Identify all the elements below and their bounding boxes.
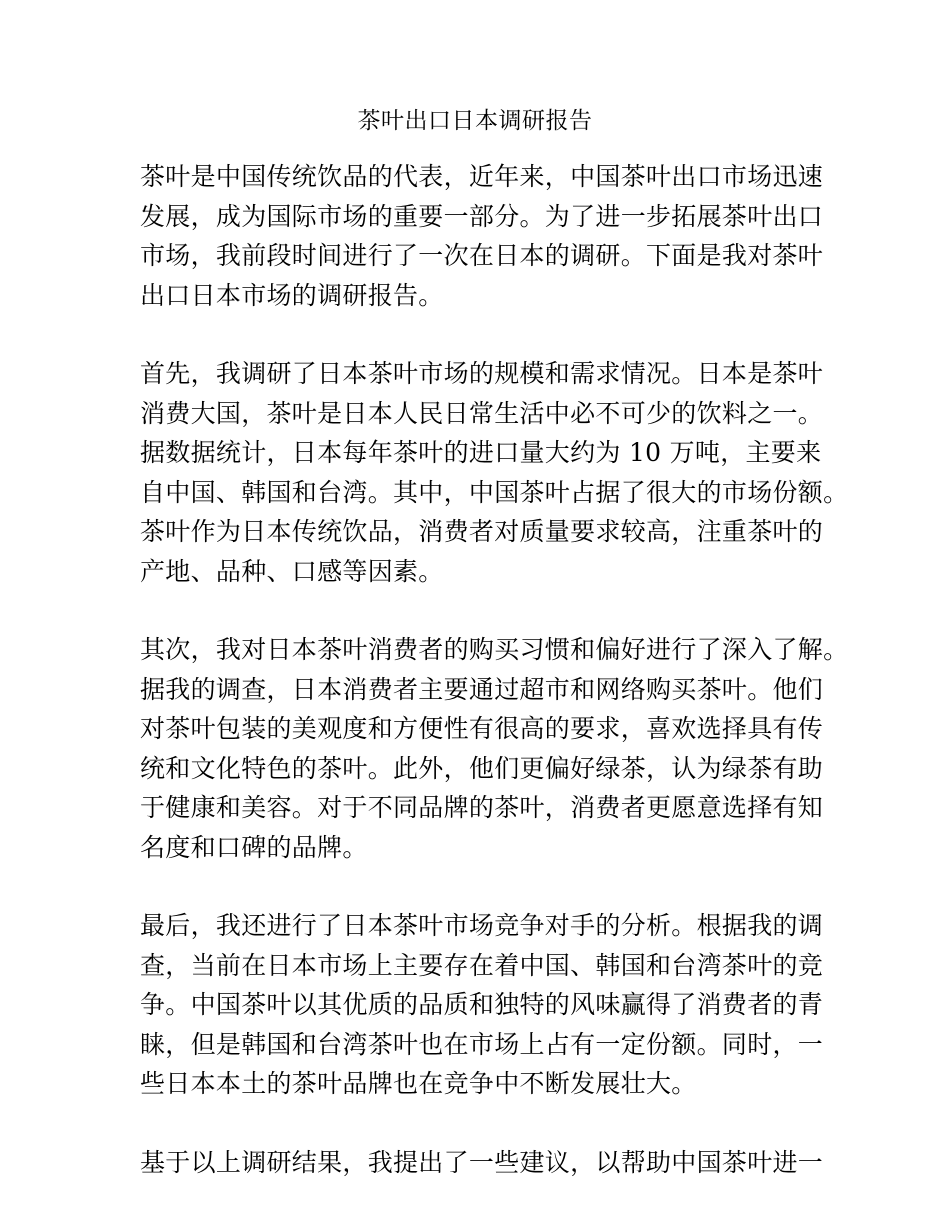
text-line: 自中国、韩国和台湾。其中，中国茶叶占据了很大的市场份额。 xyxy=(140,477,849,507)
text-line: 据我的调查，日本消费者主要通过超市和网络购买茶叶。他们 xyxy=(140,674,824,704)
text-line: 首先，我调研了日本茶叶市场的规模和需求情况。日本是茶叶 xyxy=(140,359,824,388)
text-line: 睐，但是韩国和台湾茶叶也在市场上占有一定份额。同时，一 xyxy=(140,1029,824,1059)
text-line: 统和文化特色的茶叶。此外，他们更偏好绿茶，认为绿茶有助 xyxy=(140,753,824,783)
text-line: 产地、品种、口感等因素。 xyxy=(140,556,444,586)
paragraph-3 xyxy=(140,630,849,867)
text-line: 基于以上调研结果，我提出了一些建议，以帮助中国茶叶进一 xyxy=(140,1147,824,1177)
text-line: 据数据统计，日本每年茶叶的进口量大约为 10 万吨，主要来 xyxy=(140,438,822,467)
text-line: 名度和口碑的品牌。 xyxy=(140,832,368,862)
text-line: 最后，我还进行了日本茶叶市场竞争对手的分析。根据我的调 xyxy=(140,911,824,940)
paragraph-4 xyxy=(140,906,830,1104)
text-line: 消费大国，茶叶是日本人民日常生活中必不可少的饮料之一。 xyxy=(140,398,824,428)
text-line: 发展，成为国际市场的重要一部分。为了进一步拓展茶叶出口 xyxy=(140,201,824,231)
paragraph-1 xyxy=(140,157,830,315)
text-line: 出口日本市场的调研报告。 xyxy=(140,280,444,310)
paragraph-5 xyxy=(140,1143,830,1183)
text-line: 茶叶是中国传统饮品的代表，近年来，中国茶叶出口市场迅速 xyxy=(140,162,824,191)
text-line: 对茶叶包装的美观度和方便性有很高的要求，喜欢选择具有传 xyxy=(140,714,824,743)
text-line: 茶叶作为日本传统饮品，消费者对质量要求较高，注重茶叶的 xyxy=(140,517,824,546)
document-title: 茶叶出口日本调研报告 xyxy=(357,108,593,134)
text-line: 市场，我前段时间进行了一次在日本的调研。下面是我对茶叶 xyxy=(140,241,824,270)
text-line: 些日本本土的茶叶品牌也在竞争中不断发展壮大。 xyxy=(140,1069,697,1098)
text-line: 查，当前在日本市场上主要存在着中国、韩国和台湾茶叶的竞 xyxy=(140,950,824,980)
paragraph-2 xyxy=(140,354,849,591)
text-line: 争。中国茶叶以其优质的品质和独特的风味赢得了消费者的青 xyxy=(140,990,824,1019)
document-body xyxy=(140,157,849,1221)
text-line: 其次，我对日本茶叶消费者的购买习惯和偏好进行了深入了解。 xyxy=(140,635,849,664)
text-line: 于健康和美容。对于不同品牌的茶叶，消费者更愿意选择有知 xyxy=(140,793,824,822)
